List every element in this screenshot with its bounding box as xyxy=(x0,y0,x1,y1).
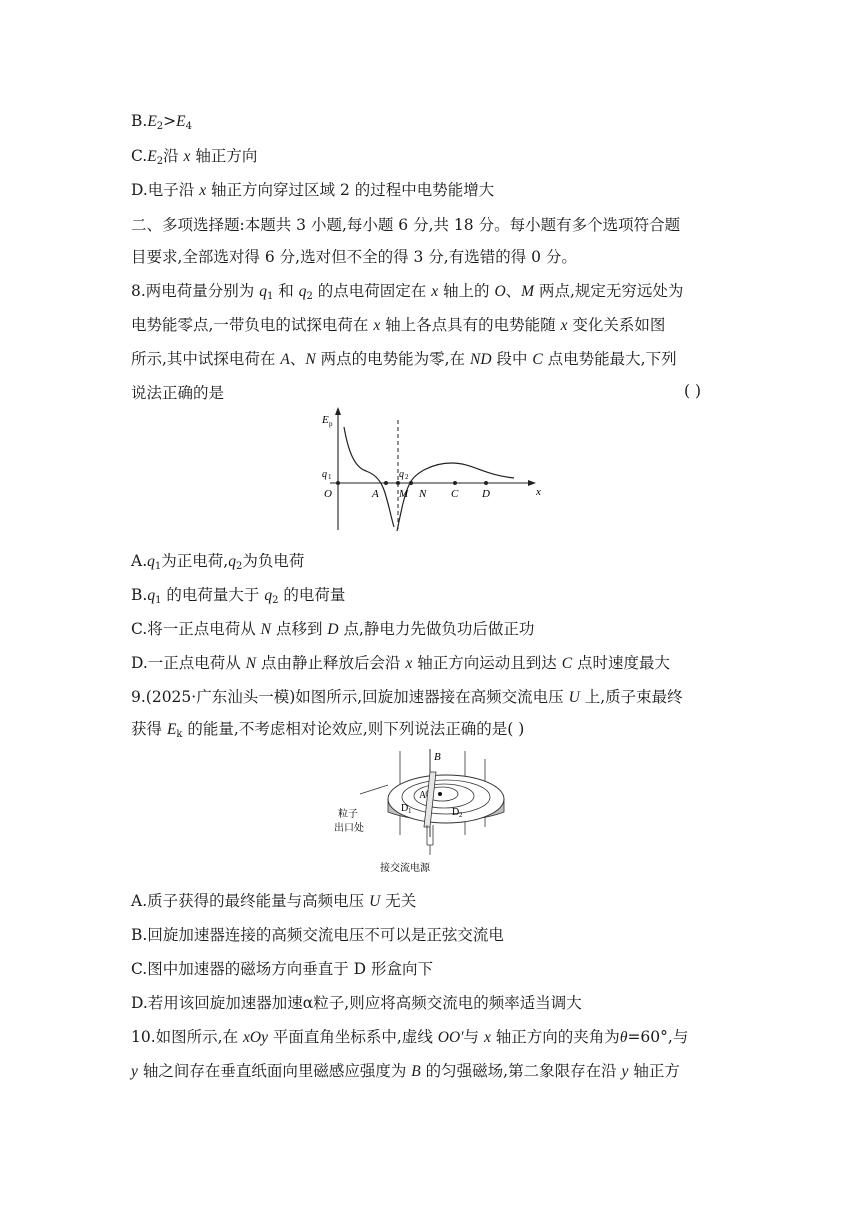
q8-stem-line-1: 8.两电荷量分别为 $q_1$ 和 $q_2$ 的点电荷固定在 x 轴上的 O、M 两点,规定无穷远处为 xyxy=(131,282,684,302)
ac-source-label: 接交流电源 xyxy=(380,863,430,874)
q8-stem-line-2: 电势能零点,一带负电的试探电荷在 x 轴上各点具有的电势能随 x 变化关系如图 xyxy=(131,316,666,334)
q7-option-d: D.电子沿 x 轴正方向穿过区域 2 的过程中电势能增大 xyxy=(131,181,495,199)
d2-label: D xyxy=(452,807,460,818)
q9-option-b: B.回旋加速器连接的高频交流电压不可以是正弦交流电 xyxy=(131,926,504,944)
q8-option-d: D.一正点电荷从 N 点由静止释放后会沿 x 轴正方向运动且到达 C 点时速度最大 xyxy=(131,654,670,672)
d1-sub: 1 xyxy=(408,807,412,815)
q9-cyclotron-figure xyxy=(330,747,530,877)
point-c-label: C xyxy=(451,488,459,500)
section-heading-line-1: 二、多项选择题:本题共 3 小题,每小题 6 分,共 18 分。每小题有多个选项符合题 xyxy=(131,216,681,234)
exit-label-line-2: 出口处 xyxy=(334,823,364,834)
q9-option-a: A.质子获得的最终能量与高频电压 U 无关 xyxy=(131,892,417,910)
q8-option-b: $B.q_1$ 的电荷量大于 $q_2$ 的电荷量 xyxy=(131,586,346,606)
q9-stem-line-2: 获得 $E_k$ 的能量,不考虑相对论效应,则下列说法正确的是( ) xyxy=(131,720,525,740)
q7-option-c: $C.E_2$沿 x 轴正方向 xyxy=(131,147,258,167)
q9-option-c: C.图中加速器的磁场方向垂直于 D 形盒向下 xyxy=(131,960,434,978)
axis-y-sub: p xyxy=(329,420,333,428)
q8-option-a: $A.q_1$为正电荷$,q_2$为负电荷 xyxy=(131,552,305,572)
q9-stem-line-1: 9.(2025·广东汕头一模)如图所示,回旋加速器接在高频交流电压 U 上,质子束最终 xyxy=(131,688,683,706)
q10-stem-line-1: 10.如图所示,在 xOy 平面直角坐标系中,虚线 OO′与 x 轴正方向的夹角为θ=60°,与 xyxy=(131,1028,689,1046)
q8-potential-energy-graph xyxy=(310,405,550,535)
q1-sub: 1 xyxy=(328,473,332,481)
axis-y-label: E xyxy=(322,414,329,426)
field-b-label: B xyxy=(434,751,441,763)
q8-answer-bracket: ( ) xyxy=(684,382,702,400)
point-a-label: A xyxy=(372,488,379,500)
q8-stem-line-3: 所示,其中试探电荷在 A、N 两点的电势能为零,在 ND 段中 C 点电势能最大,下列 xyxy=(131,350,677,368)
q8-option-c: C.将一正点电荷从 N 点移到 D 点,静电力先做负功后做正功 xyxy=(131,620,535,638)
q8-stem-line-4: 说法正确的是 xyxy=(131,384,225,402)
section-heading-line-2: 目要求,全部选对得 6 分,选对但不全的得 3 分,有选错的得 0 分。 xyxy=(131,248,577,266)
d1-label: D xyxy=(401,803,409,814)
origin-label: O xyxy=(324,488,332,500)
exit-label-line-1: 粒子 xyxy=(338,809,358,820)
d2-sub: 2 xyxy=(459,811,463,819)
q2-label: q xyxy=(399,469,404,480)
q10-stem-line-2: y 轴之间存在垂直纸面向里磁感应强度为 B 的匀强磁场,第二象限存在沿 y 轴正方 xyxy=(131,1062,680,1080)
q9-option-d: D.若用该回旋加速器加速α粒子,则应将高频交流电的频率适当调大 xyxy=(131,994,582,1012)
q7-option-b: $B.E_2>E_4$ xyxy=(131,112,193,132)
point-n-label: N xyxy=(419,488,427,500)
point-m-label: M xyxy=(399,488,409,500)
q2-sub: 2 xyxy=(405,473,409,481)
axis-x-label: x xyxy=(536,486,541,498)
point-d-label: D xyxy=(482,488,490,500)
point-a-label: A xyxy=(419,790,427,801)
q1-label: q xyxy=(322,469,327,480)
